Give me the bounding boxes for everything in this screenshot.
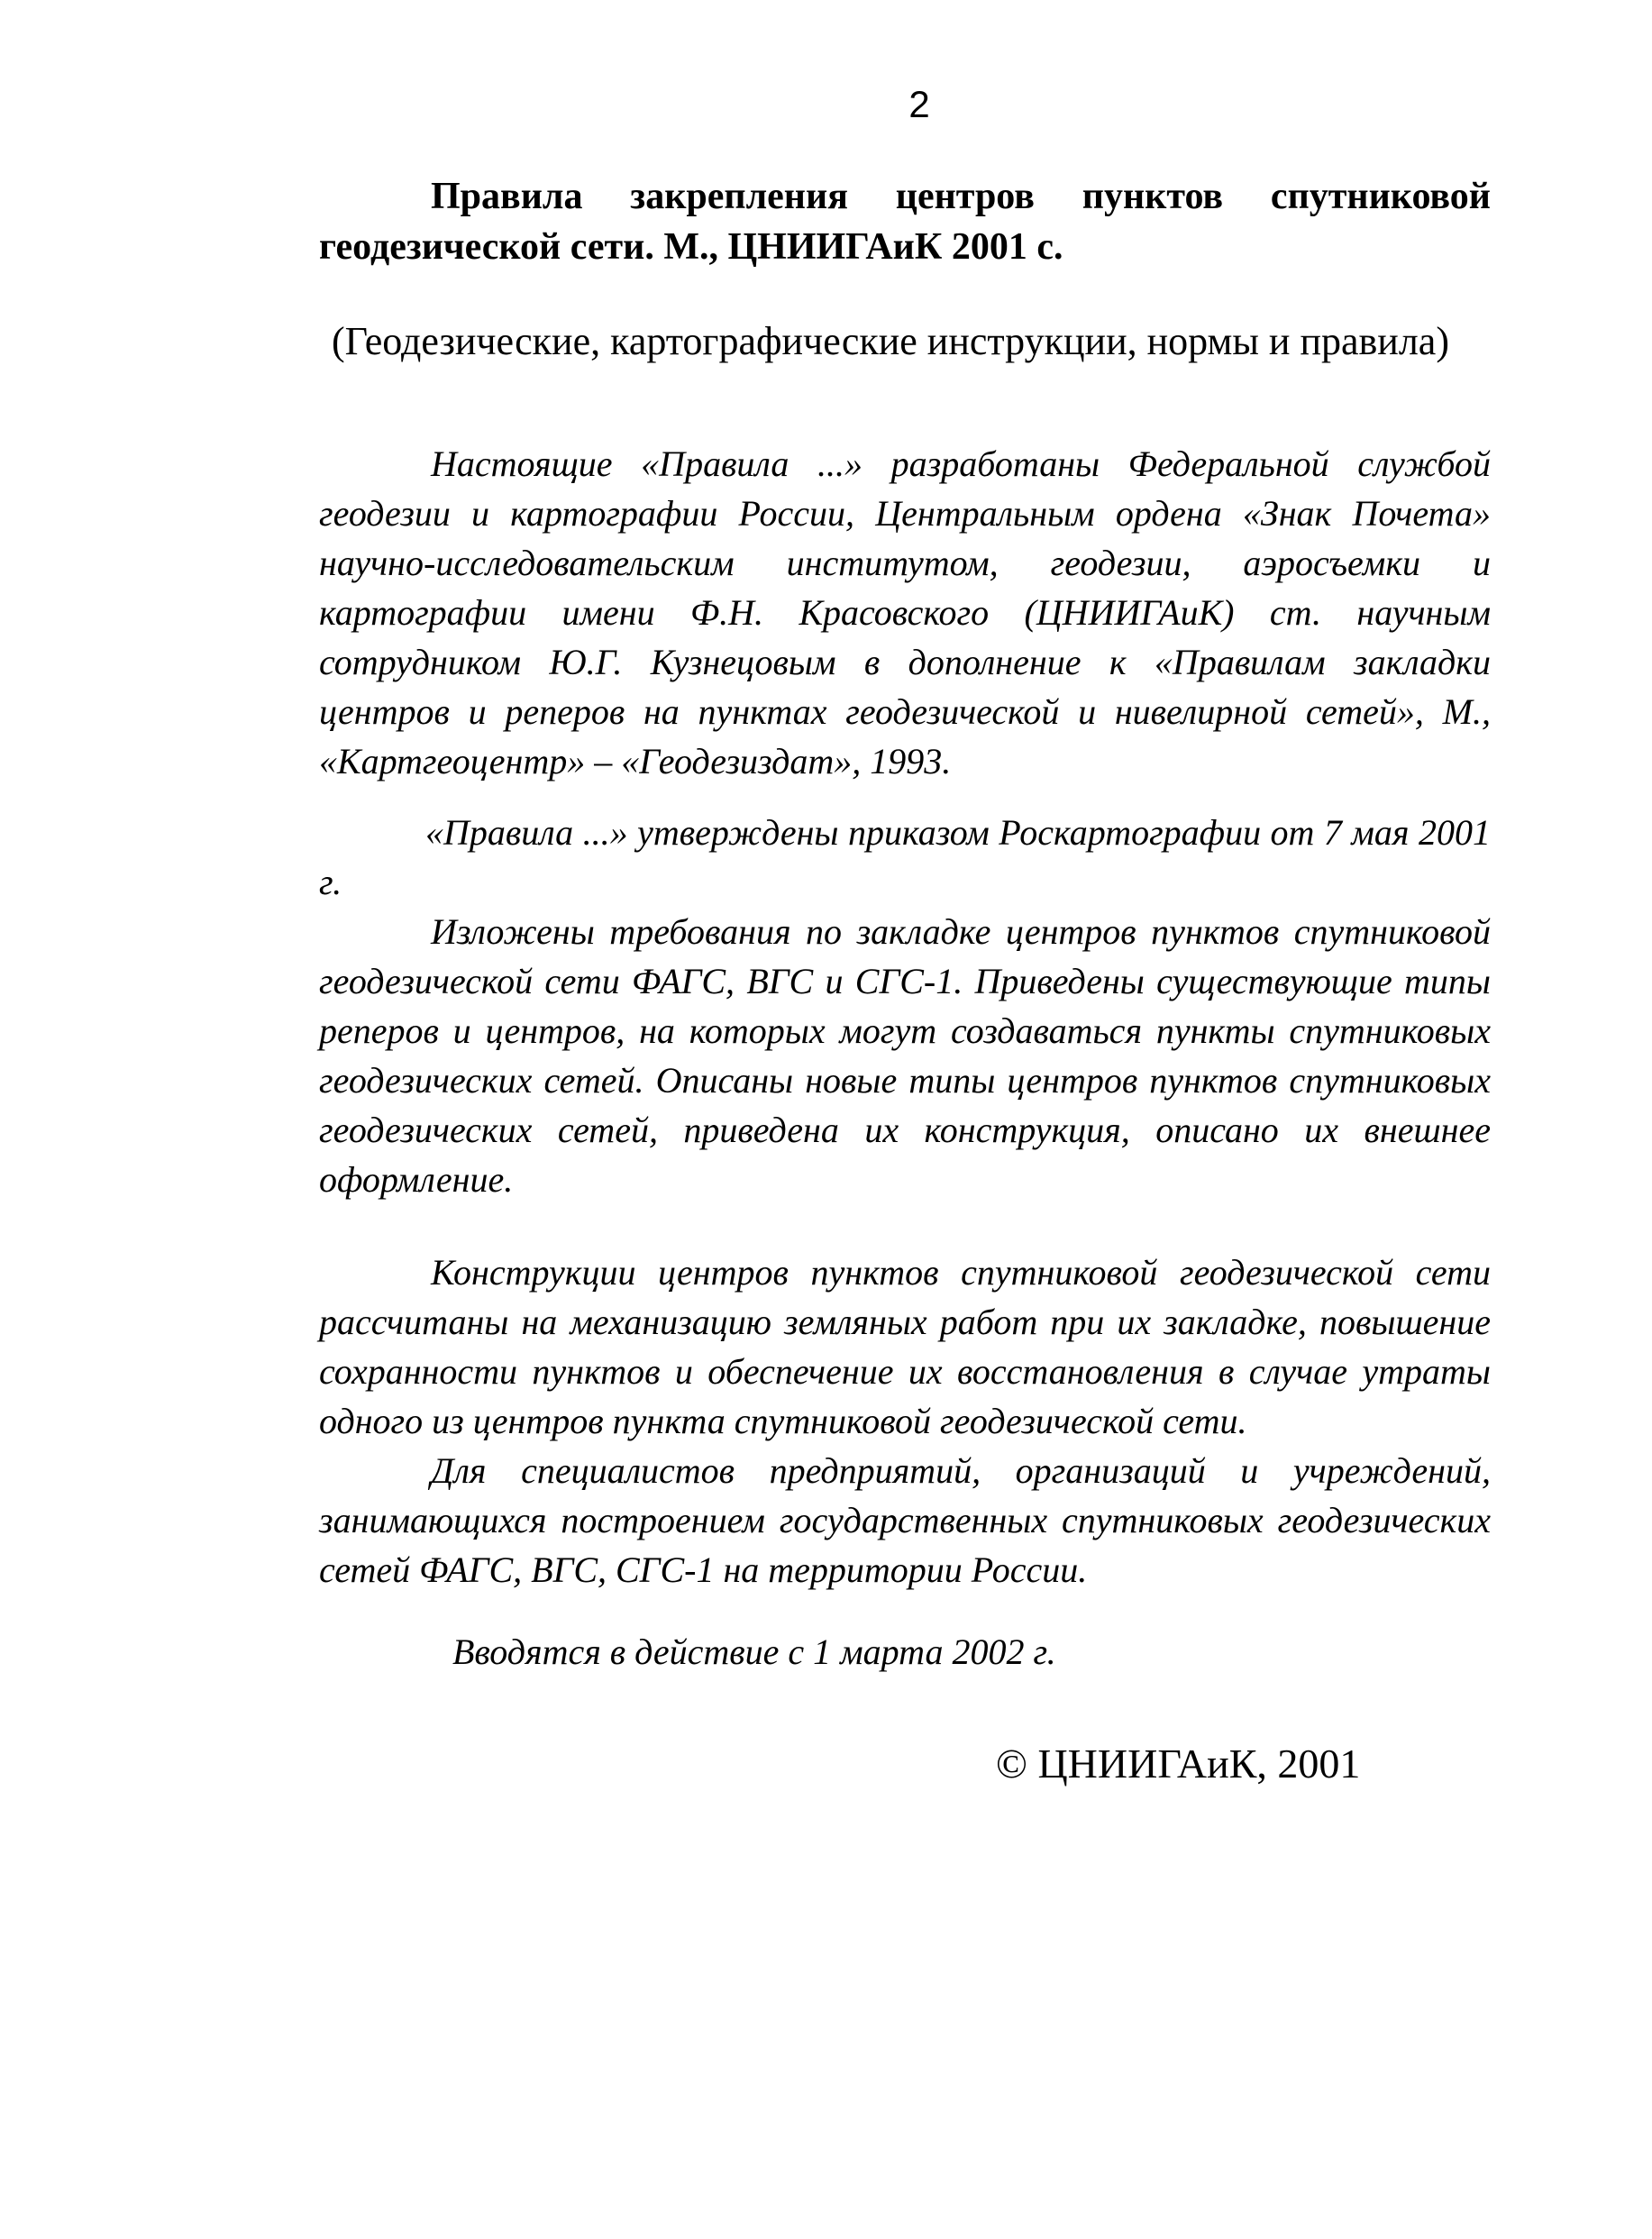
abstract-paragraph: «Правила ...» утверждены приказом Роскартографии от 7 мая 2001 г.	[319, 812, 1491, 902]
copyright-notice: © ЦНИИГАиК, 2001	[996, 1741, 1361, 1787]
page-number: 2	[908, 83, 930, 125]
abstract-paragraph: Конструкции центров пунктов спутниковой геодезической сети рассчитаны на механизацию земляных работ при их закладке, повышение сохранности пунктов и обеспечение их восстановления в случае утраты одного из центров пункта спутниковой геодезической сети.	[319, 1252, 1491, 1441]
effective-date: Вводятся в действие с 1 марта 2002 г.	[452, 1631, 1056, 1672]
abstract-paragraph: Для специалистов предприятий, организаций и учреждений, занимающихся построением государственных спутниковых геодезических сетей ФАГС, ВГС, СГС-1 на территории России.	[319, 1450, 1491, 1590]
series-note: (Геодезические, картографические инструкции, нормы и правила)	[332, 319, 1449, 363]
document-body	[319, 171, 1491, 1677]
abstract-paragraph: Настоящие «Правила ...» разработаны Федеральной службой геодезии и картографии России, Центральным ордена «Знак Почета» научно-исследовательским институтом, геодезии, аэросъемки и картографии имени Ф.Н. Красовского (ЦНИИГАиК) ст. научным сотрудником Ю.Г. Кузнецовым в дополнение к «Правилам закладки центров и реперов на пунктах геодезической и нивелирной сетей», М., «Картгеоцентр» – «Геодезиздат», 1993.	[319, 443, 1491, 781]
abstract-paragraph: Изложены требования по закладке центров пунктов спутниковой геодезической сети ФАГС, ВГС и СГС-1. Приведены существующие типы реперов и центров, на которых могут создаваться пункты спутниковых геодезических сетей. Описаны новые типы центров пунктов спутниковых геодезических сетей, приведена их конструкция, описано их внешнее оформление.	[319, 911, 1491, 1200]
document-title: Правила закрепления центров пунктов спутниковой геодезической сети. М., ЦНИИГАиК 2001 с.	[319, 176, 1491, 268]
abstract	[319, 439, 1491, 1677]
